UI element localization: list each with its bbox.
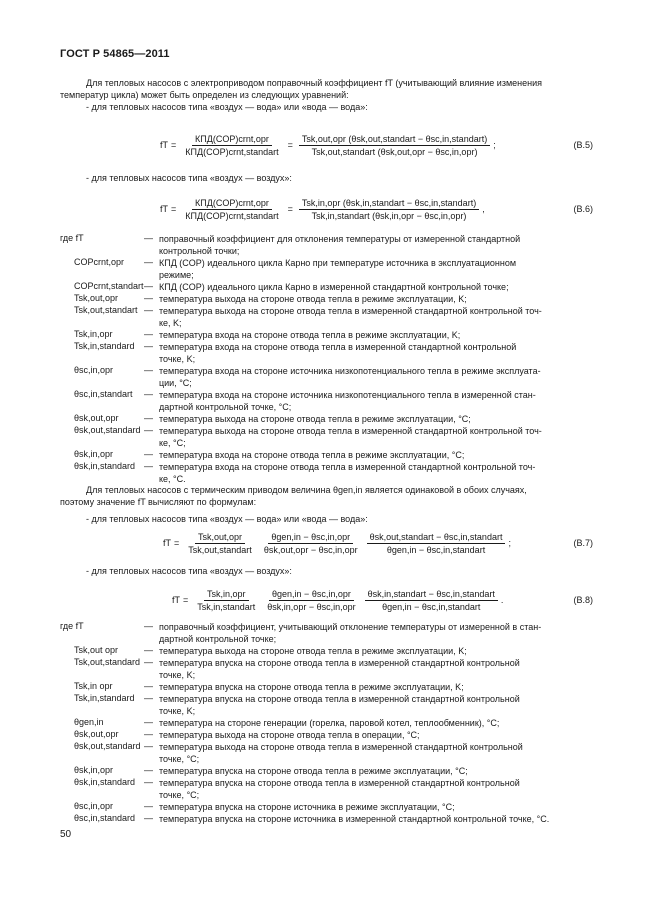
definition-symbol: θgen,in (74, 717, 104, 727)
definition-text: температура выхода на стороне отвода тепла в измеренной стандартной контрольной точке, °C; (159, 742, 523, 764)
equation-b8: fT = $\frac{\text{Tsk,in,opr}}{\text{Tsk,in,standart}}$ $\frac{\text{θgen,in − θsc,in,opr}}{\text{θsk,in,opr − θsc,in,opr}}$ $\frac{\text{θsk,in,standart − θsc,in,standart}}{\text{θgen,in − θsc,in,standart}}$ . (B.8) (172, 588, 593, 612)
definition-symbol: Tsk,out,standard (74, 657, 141, 667)
denominator: Tsk,out,standart (θsk,out,opr − θsc,in,opr) (311, 146, 478, 157)
definition-text: температура впуска на стороне отвода тепла в измеренной стандартной контрольной точке, K; (159, 658, 520, 680)
definition-symbol: θsk,out,opr (74, 729, 119, 739)
definition-symbol: θsc,in,standard (74, 813, 136, 823)
definition-symbol: Tsk,out,standart (74, 305, 138, 315)
definition-text: температура впуска на стороне источника в режиме эксплуатации, °C; (159, 802, 455, 812)
definition-symbol: Tsk,out,opr (74, 293, 119, 303)
denominator: θsk,out,opr − θsc,in,opr (263, 544, 358, 555)
standard-header: ГОСТ Р 54865—2011 (60, 48, 170, 60)
definition-text: температура выхода на стороне отвода тепла в измеренной стандартной контрольной точ- ке, K; (159, 306, 542, 328)
fraction (365, 589, 498, 612)
definition-symbol: θsk,in,opr (74, 765, 114, 775)
definition-text: температура входа на стороне источника низкопотенциального тепла в измеренной стан- дартной контрольной точке, °C; (159, 390, 536, 412)
definition-symbol: θsk,out,standard (74, 741, 141, 751)
definition-symbol: θsk,in,standard (74, 461, 136, 471)
definition-text: температура впуска на стороне отвода тепла в режиме эксплуатации, K; (159, 682, 464, 692)
definition-symbol: θsk,out,standard (74, 425, 141, 435)
denominator: θgen,in − θsc,in,standart (382, 601, 481, 612)
definition-text: температура впуска на стороне отвода тепла в измеренной стандартной контрольной точке, °C; (159, 778, 520, 800)
definition-text: температура выхода на стороне отвода тепла в режиме эксплуатации, K; (159, 294, 467, 304)
numerator: θsk,in,standart − θsc,in,standart (365, 589, 498, 601)
fraction (299, 134, 490, 157)
definition-text: температура входа на стороне отвода тепла в режиме эксплуатации, °C; (159, 450, 465, 460)
equation-b7: fT = $\frac{\text{Tsk,out,opr}}{\text{Tsk,out,standart}}$ $\frac{\text{θgen,in − θsc,in,opr}}{\text{θsk,out,opr − θsc,in,opr}}$ $\frac{\text{θsk,out,standart − θsc,in,standart}}{\text{θgen,in − θsc,in,standart}}$ ; (B.7) (163, 531, 593, 555)
intro-air-air: - для тепловых насосов типа «воздух — воздух»: (86, 173, 292, 183)
definition-symbol: θsc,in,opr (74, 801, 114, 811)
paragraph-line: поэтому значение fT вычисляют по формулам: (60, 497, 257, 507)
paragraph-line: температур цикла) может быть определен из следующих уравнений: (60, 90, 349, 100)
denominator: θgen,in − θsc,in,standart (386, 544, 486, 555)
numerator: θgen,in − θsc,in,opr (268, 532, 353, 544)
definition-text: температура на стороне генерации (горелка, паровой котел, теплообменник), °C; (159, 718, 500, 728)
equation-b5: fT = $\frac{\text{КПД(COP)crnt,opr}}{\text{КПД(COP)crnt,standart}}$ = $\frac{\text{Tsk,out,opr (θsk,out,standart − θsc,in,standart)}}{\text{Tsk,out,standart (θsk,out,opr − θsc,in,opr)}}$ ; (B.5) (160, 133, 593, 157)
denominator: θsk,in,opr − θsc,in,opr (267, 601, 356, 612)
equation-number: (B.5) (573, 140, 593, 150)
numerator: θsk,out,standart − θsc,in,standart (367, 532, 506, 544)
definition-text: температура выхода на стороне отвода тепла в режиме эксплуатации, K; (159, 646, 467, 656)
eq-lhs: fT (163, 538, 171, 548)
definition-symbol: COPcrnt,opr (74, 257, 125, 267)
definition-text: температура впуска на стороне отвода тепла в режиме эксплуатации, °C; (159, 766, 468, 776)
intro-air-water: - для тепловых насосов типа «воздух — вода» или «вода — вода»: (86, 102, 368, 112)
fraction (182, 198, 281, 221)
definition-symbol: θsc,in,opr (74, 365, 114, 375)
definition-symbol: θsc,in,standart (74, 389, 133, 399)
fraction (367, 532, 506, 555)
definition-text: температура выхода на стороне отвода тепла в измеренной стандартной контрольной точ- ке, °C; (159, 426, 542, 448)
definition-text: температура впуска на стороне отвода тепла в измеренной стандартной контрольной точке, K; (159, 694, 520, 716)
definition-symbol: θsk,out,opr (74, 413, 119, 423)
document-page: ГОСТ Р 54865—2011 Для тепловых насосов с электроприводом поправочный коэффициент fT (учитывающий влияние изменения температур цикла) может быть определен из следующих уравнений: - для тепловых насосов типа «воздух — вода» или «вода — вода»: fT = $\frac{\text{КПД(COP)crnt,opr}}{\text{КПД(COP)crnt,standart}}$ = $\frac{\text{Tsk,out,opr (θsk,out,standart − θsc,in,standart)}}{\text{Tsk,out,standart (θsk,out,opr − θsc,in,opr)}}$ ; (B.5) - для тепловых насосов типа «воздух — воздух»: fT = $\frac{\text{КПД(COP)crnt,opr}}{\text{КПД(COP)crnt,standart}}$ = $\frac{\text{Tsk,in,opr (θsk,in,standart − θsc,in,standart)}}{\text{Tsk,in,standart (θsk,in,opr − θsc,in,opr)}}$ , (B.6) где fT — поправочный коэффициент для отклонения температуры от измеренной стандартной контрольной точки; COPcrnt,opr — КПД (COP) идеального цикла Карно при температуре источника в эксплуатационном режиме; COPcrnt,standart — КПД (COP) идеального цикла Карно в измеренной стандартной контрольной точке; Tsk,out,opr — температура выхода на стороне отвода тепла в режиме эксплуатации, K; Tsk,out,standart — температура выхода на стороне отвода тепла в измеренной стандартной контрольной точ- ке, K; Tsk,in,opr — температура входа на стороне отвода тепла в режиме эксплуатации, K; Tsk,in,standard — температура входа на стороне отвода тепла в измеренной стандартной контрольной точке, K; θsc,in,opr — температура входа на стороне источника низкопотенциального тепла в режиме эксплуата- ции, °C; θsc,in,standart — температура входа на стороне источника низкопотенциального тепла в измеренной стан- дартной контрольной точке, °C; θsk,out,opr — температура выхода на стороне отвода тепла в режиме эксплуатации, °C; θsk,out,standard — температура выхода на стороне отвода тепла в измеренной стандартной контрольной точ- ке, °C; θsk,in,opr — температура входа на стороне отвода тепла в режиме эксплуатации, °C; θsk,in,standard — температура входа на стороне отвода тепла в измеренной стандартной контрольной точ- ке, °C. Для тепловых насосов с термическим приводом величина θgen,in является одинаковой в обоих случаях, поэтому значение fT вычисляют по формулам: - для тепловых насосов типа «воздух — вода» или «вода — вода»: fT = $\frac{\text{Tsk,out,opr}}{\text{Tsk,out,standart}}$ $\frac{\text{θgen,in − θsc,in,opr}}{\text{θsk,out,opr − θsc,in,opr}}$ $\frac{\text{θsk,out,standart − θsc,in,standart}}{\text{θgen,in − θsc,in,standart}}$ ; (B.7) - для тепловых насосов типа «воздух — воздух»: fT = $\frac{\text{Tsk,in,opr}}{\text{Tsk,in,standart}}$ $\frac{\text{θgen,in − θsc,in,opr}}{\text{θsk,in,opr − θsc,in,opr}}$ $\frac{\text{θsk,in,standart − θsc,in,standart}}{\text{θgen,in − θsc,in,standart}}$ . (B.8) где fT — поправочный коэффициент, учитывающий отклонение температуры от измеренной в стан- дартной контрольной точке; Tsk,out opr — температура выхода на стороне отвода тепла в режиме эксплуатации, K; Tsk,out,standard — температура впуска на стороне отвода тепла в измеренной стандартной контрольной точке, K; Tsk,in opr — температура впуска на стороне отвода тепла в режиме эксплуатации, K; Tsk,in,standard — температура впуска на стороне отвода тепла в измеренной стандартной контрольной точке, K; θgen,in — температура на стороне генерации (горелка, паровой котел, теплообменник), °C; θsk,out,opr — температура выхода на стороне отвода тепла в операции, °C; θsk,out,standard — температура выхода на стороне отвода тепла в измеренной стандартной контрольной точке, °C; θsk,in,opr — температура впуска на стороне отвода тепла в режиме эксплуатации, °C; θsk,in,standard — температура впуска на стороне отвода тепла в измеренной стандартной контрольной точке, °C; θsc,in,opr — температура впуска на стороне источника в режиме эксплуатации, °C; θsc,in,standard — температура впуска на стороне источника в измеренной стандартной контрольной точке, °C. 50 (60, 48, 593, 840)
equation-number: (B.7) (573, 538, 593, 548)
fraction (194, 589, 258, 612)
intro-air-water: - для тепловых насосов типа «воздух — вода» или «вода — вода»: (86, 514, 368, 524)
definition-symbol: где fT (60, 233, 84, 243)
fraction (182, 134, 281, 157)
definition-symbol: Tsk,in,standard (74, 693, 135, 703)
paragraph-electric-drive (60, 77, 593, 101)
numerator: Tsk,out,opr (195, 532, 245, 544)
definition-text: температура впуска на стороне источника в измеренной стандартной контрольной точке, °C. (159, 814, 550, 824)
denominator: КПД(COP)crnt,standart (185, 146, 279, 157)
definition-symbol: где fT (60, 621, 84, 631)
eq-lhs: fT (172, 595, 180, 605)
numerator: θgen,in − θsc,in,opr (269, 589, 354, 601)
numerator: Tsk,out,opr (θsk,out,standart − θsc,in,standart) (299, 134, 490, 146)
numerator: КПД(COP)crnt,opr (192, 134, 272, 146)
paragraph-line: Для тепловых насосов с электроприводом поправочный коэффициент fT (учитывающий влияние изменения (86, 78, 542, 88)
definition-text: температура входа на стороне отвода тепла в измеренной стандартной контрольной точ- ке, °C. (159, 462, 536, 484)
definition-text: КПД (COP) идеального цикла Карно в измеренной стандартной контрольной точке; (159, 282, 509, 292)
definition-symbol: Tsk,in,opr (74, 329, 113, 339)
definition-text: КПД (COP) идеального цикла Карно при температуре источника в эксплуатационном режиме; (159, 258, 517, 280)
definition-symbol: Tsk,out opr (74, 645, 119, 655)
fraction (185, 532, 255, 555)
equation-number: (B.8) (573, 595, 593, 605)
definition-text: температура входа на стороне отвода тепла в измеренной стандартной контрольной точке, K; (159, 342, 517, 364)
numerator: Tsk,in,opr (θsk,in,standart − θsc,in,standart) (299, 198, 479, 210)
denominator: КПД(COP)crnt,standart (185, 210, 279, 221)
definition-symbol: θsk,in,standard (74, 777, 136, 787)
definition-text: температура входа на стороне источника низкопотенциального тепла в режиме эксплуата- ции, °C; (159, 366, 541, 388)
definition-symbol: Tsk,in,standard (74, 341, 135, 351)
fraction (261, 532, 361, 555)
definition-text: поправочный коэффициент, учитывающий отклонение температуры от измеренной в стан- дартной контрольной точке; (159, 622, 542, 644)
eq-lhs: fT (160, 140, 168, 150)
eq-lhs: fT (160, 204, 168, 214)
fraction (299, 198, 479, 221)
equation-number: (B.6) (573, 204, 593, 214)
numerator: КПД(COP)crnt,opr (192, 198, 272, 210)
page-number: 50 (60, 829, 72, 840)
denominator: Tsk,in,standart (197, 601, 256, 612)
definition-text: температура выхода на стороне отвода тепла в режиме эксплуатации, °C; (159, 414, 471, 424)
paragraph-line: Для тепловых насосов с термическим приводом величина θgen,in является одинаковой в обоих случаях, (86, 485, 527, 495)
definition-symbol: θsk,in,opr (74, 449, 114, 459)
denominator: Tsk,out,standart (188, 544, 252, 555)
equation-b6: fT = $\frac{\text{КПД(COP)crnt,opr}}{\text{КПД(COP)crnt,standart}}$ = $\frac{\text{Tsk,in,opr (θsk,in,standart − θsc,in,standart)}}{\text{Tsk,in,standart (θsk,in,opr − θsc,in,opr)}}$ , (B.6) (160, 197, 593, 221)
intro-air-air: - для тепловых насосов типа «воздух — воздух»: (86, 566, 292, 576)
fraction (264, 589, 358, 612)
definition-text: температура выхода на стороне отвода тепла в операции, °C; (159, 730, 420, 740)
definition-text: температура входа на стороне отвода тепла в режиме эксплуатации, K; (159, 330, 461, 340)
numerator: Tsk,in,opr (204, 589, 249, 601)
definition-text: поправочный коэффициент для отклонения температуры от измеренной стандартной контрольной точки; (159, 234, 521, 256)
definition-symbol: COPcrnt,standart (74, 281, 144, 291)
denominator: Tsk,in,standart (θsk,in,opr − θsc,in,opr) (311, 210, 467, 221)
definition-symbol: Tsk,in opr (74, 681, 113, 691)
paragraph-thermal-drive (60, 484, 593, 508)
